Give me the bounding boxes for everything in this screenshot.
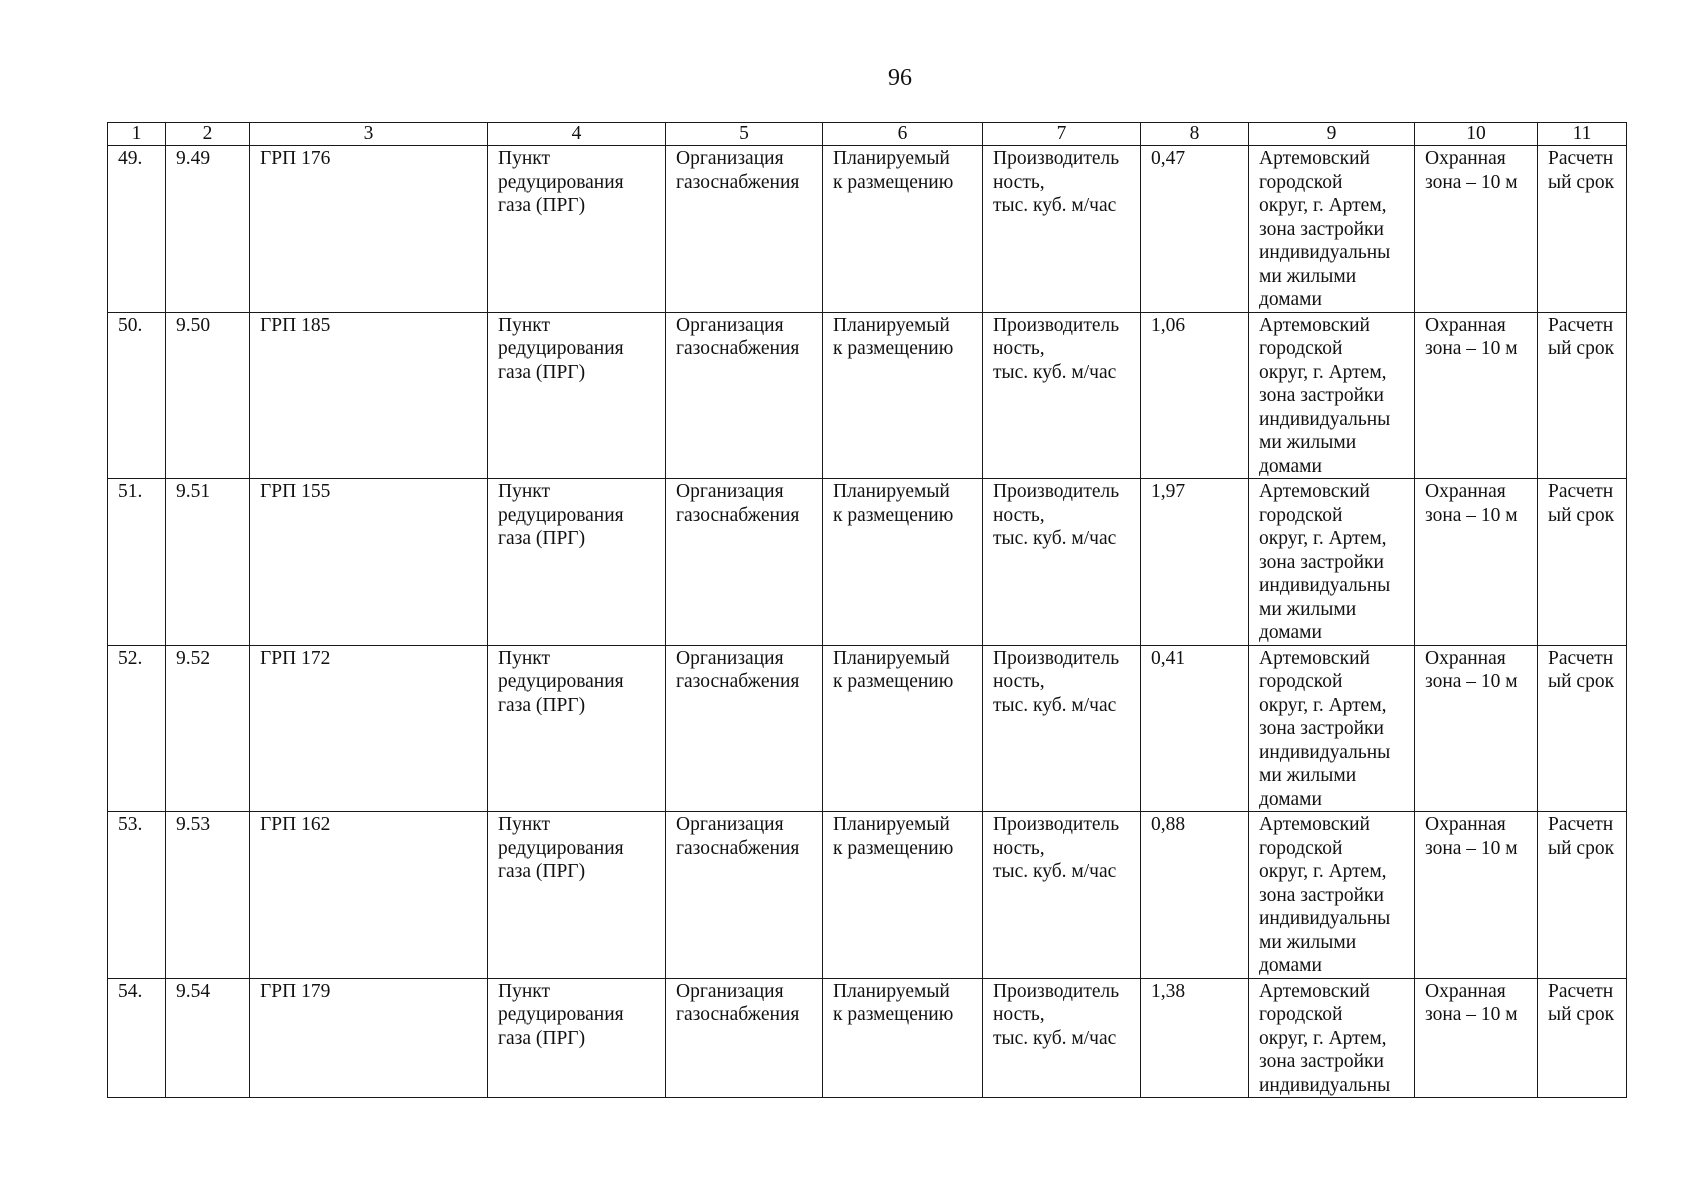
object-type-cell: Пункт редуцирования газа (ПРГ): [488, 645, 666, 812]
location-cell: Артемовский городской округ, г. Артем, зона застройки индивидуальны ми жилыми домами: [1249, 312, 1415, 479]
object-name-cell: ГРП 172: [250, 645, 488, 812]
value-cell: 0,88: [1141, 812, 1249, 979]
parameter-cell: Производитель ность, тыс. куб. м/час: [983, 978, 1141, 1098]
code-cell: 9.51: [166, 479, 250, 646]
column-header: 3: [250, 123, 488, 146]
parameter-cell: Производитель ность, тыс. куб. м/час: [983, 146, 1141, 313]
zone-cell: Охранная зона – 10 м: [1415, 146, 1538, 313]
column-header: 2: [166, 123, 250, 146]
code-cell: 9.53: [166, 812, 250, 979]
code-cell: 9.50: [166, 312, 250, 479]
column-header: 8: [1141, 123, 1249, 146]
column-header: 6: [823, 123, 983, 146]
object-name-cell: ГРП 185: [250, 312, 488, 479]
purpose-cell: Организация газоснабжения: [666, 812, 823, 979]
column-header: 9: [1249, 123, 1415, 146]
column-header: 1: [108, 123, 166, 146]
purpose-cell: Организация газоснабжения: [666, 479, 823, 646]
purpose-cell: Организация газоснабжения: [666, 978, 823, 1098]
row-number-cell: 53.: [108, 812, 166, 979]
data-table: [107, 122, 1627, 1098]
value-cell: 1,06: [1141, 312, 1249, 479]
object-name-cell: ГРП 176: [250, 146, 488, 313]
value-cell: 0,41: [1141, 645, 1249, 812]
zone-cell: Охранная зона – 10 м: [1415, 312, 1538, 479]
table-header-row: [108, 123, 1627, 146]
location-cell: Артемовский городской округ, г. Артем, зона застройки индивидуальны ми жилыми домами: [1249, 479, 1415, 646]
term-cell: Расчетн ый срок: [1538, 312, 1627, 479]
object-type-cell: Пункт редуцирования газа (ПРГ): [488, 312, 666, 479]
status-cell: Планируемый к размещению: [823, 645, 983, 812]
code-cell: 9.54: [166, 978, 250, 1098]
column-header: 5: [666, 123, 823, 146]
zone-cell: Охранная зона – 10 м: [1415, 812, 1538, 979]
table-row: [108, 978, 1627, 1098]
value-cell: 0,47: [1141, 146, 1249, 313]
zone-cell: Охранная зона – 10 м: [1415, 978, 1538, 1098]
object-type-cell: Пункт редуцирования газа (ПРГ): [488, 812, 666, 979]
term-cell: Расчетн ый срок: [1538, 146, 1627, 313]
parameter-cell: Производитель ность, тыс. куб. м/час: [983, 479, 1141, 646]
location-cell: Артемовский городской округ, г. Артем, зона застройки индивидуальны ми жилыми домами: [1249, 812, 1415, 979]
row-number-cell: 52.: [108, 645, 166, 812]
table-row: [108, 146, 1627, 313]
column-header: 4: [488, 123, 666, 146]
location-cell: Артемовский городской округ, г. Артем, зона застройки индивидуальны ми жилыми домами: [1249, 645, 1415, 812]
object-name-cell: ГРП 179: [250, 978, 488, 1098]
row-number-cell: 49.: [108, 146, 166, 313]
location-cell: Артемовский городской округ, г. Артем, зона застройки индивидуальны: [1249, 978, 1415, 1098]
status-cell: Планируемый к размещению: [823, 479, 983, 646]
purpose-cell: Организация газоснабжения: [666, 312, 823, 479]
location-cell: Артемовский городской округ, г. Артем, зона застройки индивидуальны ми жилыми домами: [1249, 146, 1415, 313]
parameter-cell: Производитель ность, тыс. куб. м/час: [983, 645, 1141, 812]
table-row: [108, 312, 1627, 479]
status-cell: Планируемый к размещению: [823, 812, 983, 979]
table-row: [108, 812, 1627, 979]
column-header: 10: [1415, 123, 1538, 146]
column-header: 11: [1538, 123, 1627, 146]
table-row: [108, 479, 1627, 646]
purpose-cell: Организация газоснабжения: [666, 645, 823, 812]
page-number: 96: [888, 65, 912, 91]
object-name-cell: ГРП 155: [250, 479, 488, 646]
status-cell: Планируемый к размещению: [823, 978, 983, 1098]
object-type-cell: Пункт редуцирования газа (ПРГ): [488, 146, 666, 313]
zone-cell: Охранная зона – 10 м: [1415, 479, 1538, 646]
object-name-cell: ГРП 162: [250, 812, 488, 979]
status-cell: Планируемый к размещению: [823, 146, 983, 313]
code-cell: 9.52: [166, 645, 250, 812]
row-number-cell: 51.: [108, 479, 166, 646]
zone-cell: Охранная зона – 10 м: [1415, 645, 1538, 812]
object-type-cell: Пункт редуцирования газа (ПРГ): [488, 479, 666, 646]
term-cell: Расчетн ый срок: [1538, 645, 1627, 812]
value-cell: 1,97: [1141, 479, 1249, 646]
row-number-cell: 54.: [108, 978, 166, 1098]
object-type-cell: Пункт редуцирования газа (ПРГ): [488, 978, 666, 1098]
parameter-cell: Производитель ность, тыс. куб. м/час: [983, 312, 1141, 479]
row-number-cell: 50.: [108, 312, 166, 479]
purpose-cell: Организация газоснабжения: [666, 146, 823, 313]
code-cell: 9.49: [166, 146, 250, 313]
term-cell: Расчетн ый срок: [1538, 978, 1627, 1098]
value-cell: 1,38: [1141, 978, 1249, 1098]
term-cell: Расчетн ый срок: [1538, 479, 1627, 646]
term-cell: Расчетн ый срок: [1538, 812, 1627, 979]
column-header: 7: [983, 123, 1141, 146]
table-row: [108, 645, 1627, 812]
status-cell: Планируемый к размещению: [823, 312, 983, 479]
parameter-cell: Производитель ность, тыс. куб. м/час: [983, 812, 1141, 979]
